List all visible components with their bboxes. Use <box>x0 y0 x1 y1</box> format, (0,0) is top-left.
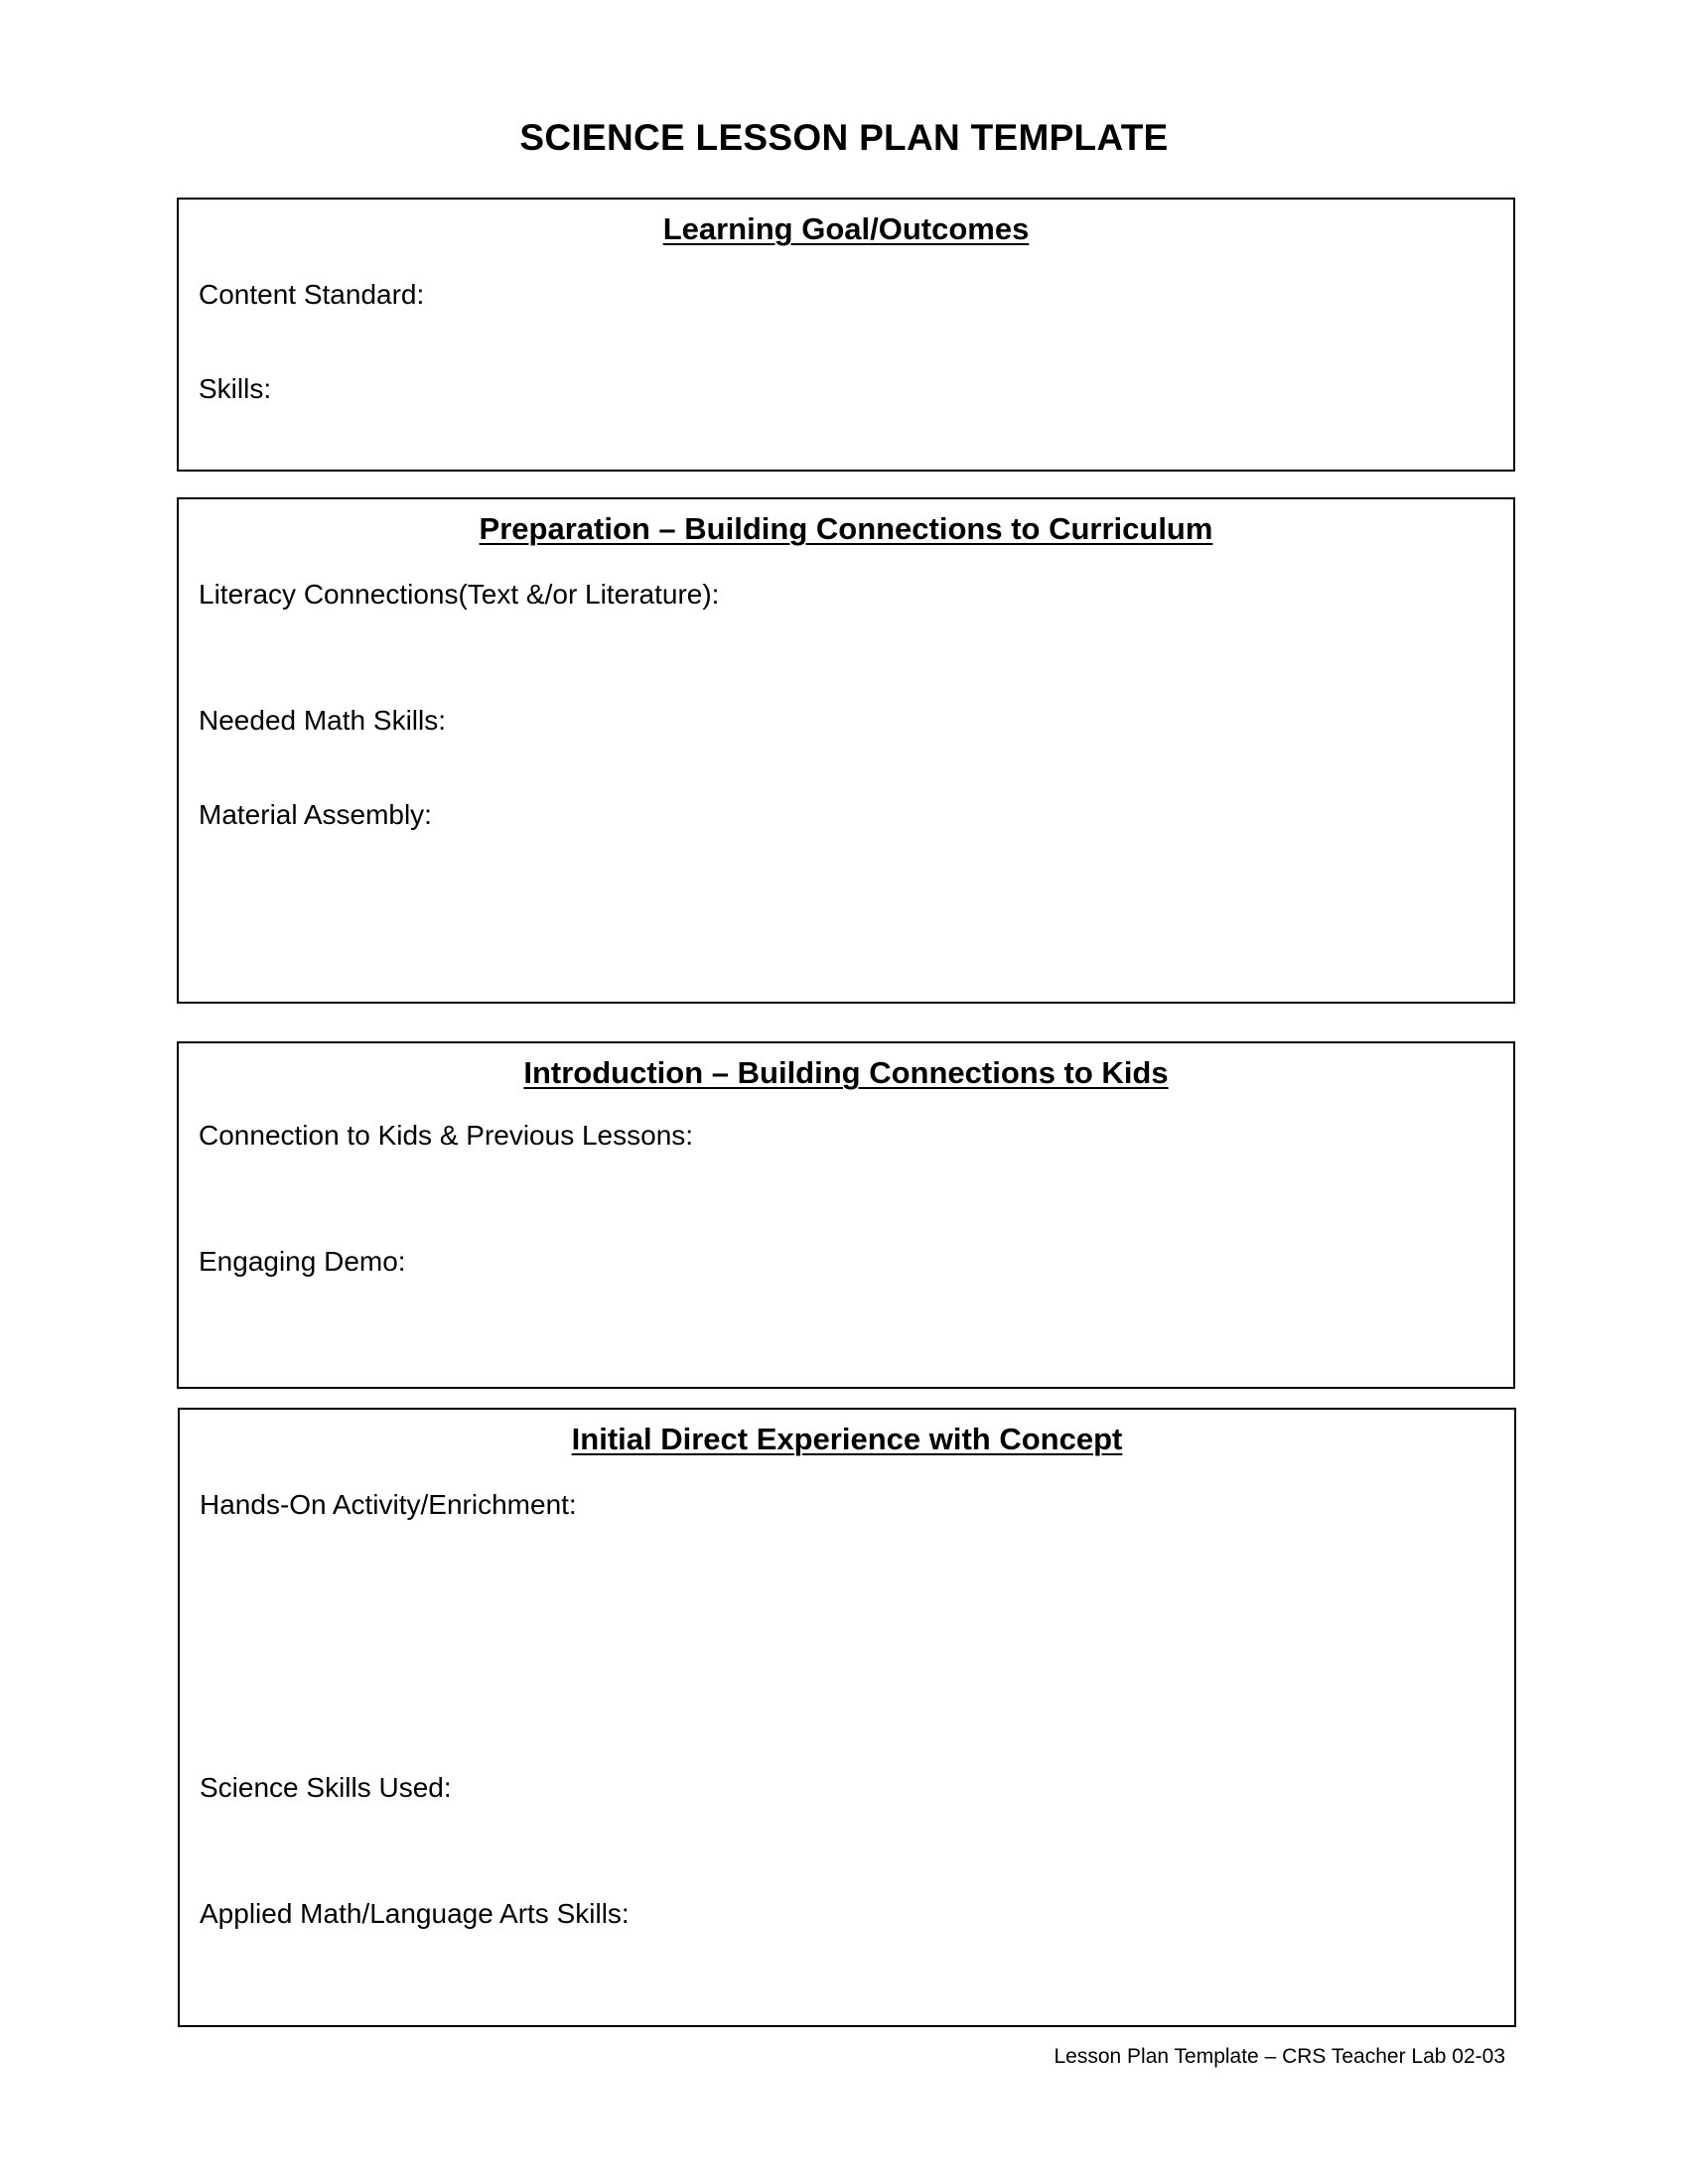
applied-math-language-arts-label: Applied Math/Language Arts Skills: <box>200 1898 630 1929</box>
section-heading: Preparation – Building Connections to Curriculum <box>479 511 1213 546</box>
content-standard-label: Content Standard: <box>199 279 425 310</box>
skills-label: Skills: <box>199 373 272 404</box>
literacy-connections-label: Literacy Connections(Text &/or Literature): <box>199 579 720 610</box>
hands-on-activity-label: Hands-On Activity/Enrichment: <box>200 1489 577 1520</box>
science-skills-used-label: Science Skills Used: <box>200 1772 452 1803</box>
engaging-demo-label: Engaging Demo: <box>199 1246 406 1277</box>
introduction-section <box>177 1041 1515 1389</box>
needed-math-skills-label: Needed Math Skills: <box>199 705 447 736</box>
learning-goal-section <box>177 198 1515 472</box>
section-heading: Initial Direct Experience with Concept <box>571 1422 1123 1456</box>
page-title: SCIENCE LESSON PLAN TEMPLATE <box>519 117 1169 158</box>
section-heading: Learning Goal/Outcomes <box>662 211 1030 246</box>
connection-to-kids-label: Connection to Kids & Previous Lessons: <box>199 1120 694 1151</box>
direct-experience-section <box>178 1408 1516 2027</box>
page-footer: Lesson Plan Template – CRS Teacher Lab 02-03 <box>1054 2045 1505 2068</box>
preparation-section <box>177 497 1515 1004</box>
material-assembly-label: Material Assembly: <box>199 799 432 830</box>
section-heading: Introduction – Building Connections to Kids <box>523 1055 1169 1090</box>
